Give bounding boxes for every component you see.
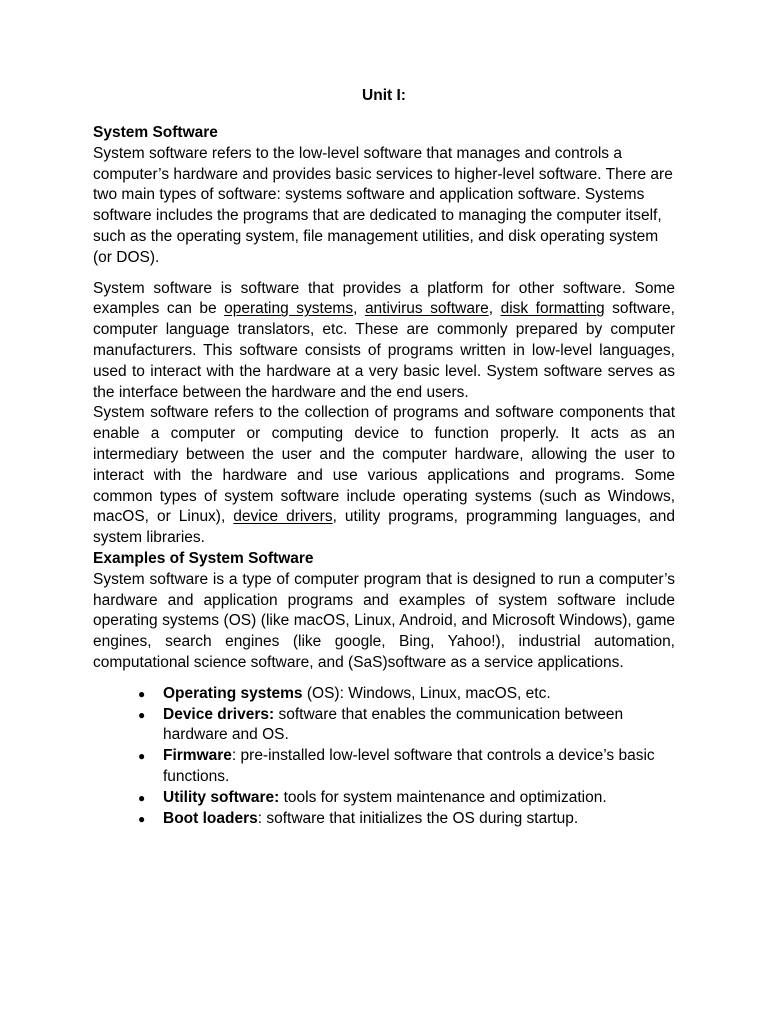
list-item-term: Utility software: (163, 788, 280, 806)
list-item-text: : pre-installed low-level software that controls a device’s basic functions. (163, 747, 655, 785)
examples-list (93, 684, 675, 830)
list-item (138, 684, 675, 705)
list-item-term: Device drivers: (163, 705, 275, 723)
list-item-term: Operating systems (163, 684, 303, 702)
bullet-icon: ● (138, 686, 146, 701)
separator: , (488, 300, 501, 318)
list-item-text: tools for system maintenance and optimization. (279, 788, 607, 806)
bullet-icon: ● (138, 707, 146, 722)
list-item (138, 746, 675, 788)
paragraph-collection (93, 403, 675, 549)
list-item-term: Firmware (163, 747, 232, 765)
bullet-icon: ● (138, 790, 146, 805)
paragraph-text: , utility programs, programming languages, and system libraries. (93, 508, 675, 547)
bullet-icon: ● (138, 811, 146, 826)
separator: , (353, 300, 365, 318)
section-heading-examples: Examples of System Software (93, 549, 314, 567)
paragraph-system-software-intro: System software refers to the low-level software that manages and controls a computer’s hardware and provides basic services to higher-level software. There are two main types of software: systems software and application software. Systems software includes the programs that are dedicated to managing the computer itself, such as the operating system, file management utilities, and disk operating system (or DOS). (93, 144, 673, 266)
bullet-icon: ● (138, 749, 146, 764)
link-disk-formatting[interactable]: disk formatting (500, 300, 605, 318)
link-device-drivers[interactable]: device drivers (233, 508, 333, 526)
list-item (138, 809, 675, 830)
list-item-text: software that enables the communication between hardware and OS. (163, 705, 624, 744)
list-item (138, 705, 675, 747)
paragraph-text: System software is software that provides a platform for other software. Some examples can be (93, 279, 675, 318)
list-item-term: Boot loaders (163, 809, 258, 827)
link-antivirus-software[interactable]: antivirus software (364, 300, 489, 318)
paragraph-text: System software refers to the collection of programs and software components that enable a computer or computing device to function properly. It acts as an intermediary between the user and the computer hardware, allowing the user to interact with the hardware and use various applications and programs. Some common types of system software include operating systems (such as Windows, macOS, or Linux), (93, 404, 675, 526)
section-heading-system-software: System Software (93, 124, 218, 141)
paragraph-text: software, computer language translators, etc. These are commonly prepared by computer manufacturers. This software consists of programs written in low-level languages, used to interact with the hardware at a very basic level. System software serves as the interface between the hardware and the end users. (93, 300, 675, 401)
document-page (93, 86, 675, 829)
link-operating-systems[interactable]: operating systems (224, 300, 354, 318)
page-title: Unit I: (362, 87, 406, 104)
list-item (138, 788, 675, 809)
list-item-text: : software that initializes the OS during startup. (257, 809, 579, 827)
paragraph-platform (93, 279, 675, 404)
list-item-text: (OS): Windows, Linux, macOS, etc. (302, 684, 551, 702)
paragraph-examples: System software is a type of computer program that is designed to run a computer’s hardware and application programs and examples of system software include operating systems (OS) (like macOS, Linux, Android, and Microsoft Windows), game engines, search engines (like google, Bing, Yahoo!), industrial automation, computational science software, and (SaS)software as a service applications. (93, 570, 675, 671)
